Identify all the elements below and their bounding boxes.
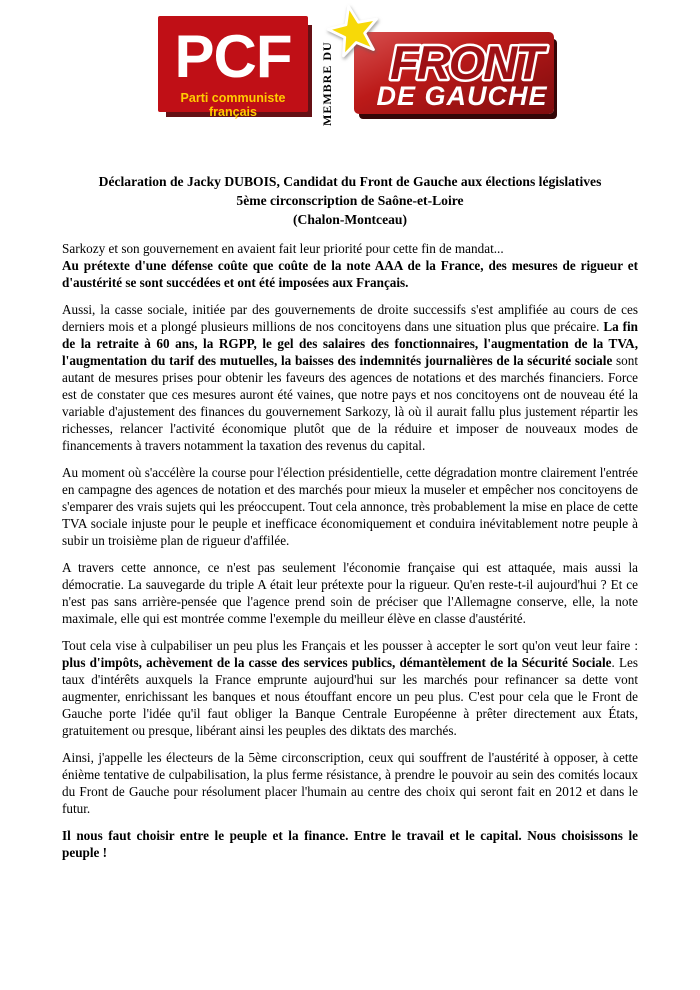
- document-title: [62, 172, 638, 229]
- front-de-gauche-logo: [354, 32, 554, 114]
- paragraph-appel: Ainsi, j'appelle les électeurs de la 5ème circonscription, ceux qui souffrent de l'austérité à opposer, à cette énième tentative de culpabilisation, la plus ferme résistance, à prendre le pouvoir au sein des comités locaux du Front de Gauche pour résolument placer l'humain au centre des choix qui seront fait en 2012 et dans le futur.: [62, 750, 638, 816]
- paragraph-casse-sociale: Aussi, la casse sociale, initiée par des gouvernements de droite successifs s'est amplifiée au cours de ces derniers mois et a plongé plusieurs millions de nos concitoyens dans une situation plus que précaire. La fin de la retraite à 60 ans, la RGPP, le gel des salaires des fonctionnaires, l'augmentation de la TVA, l'augmentation du tarif des mutuelles, la baisses des indemnités journalières de la sécurité sociale sont autant de mesures prises pour obtenir les faveurs des agences de notations et des marchés financiers. Force est de constater que ces mesures auront été vaines, que notre pays et nos concitoyens ont de nouveau été la variable d'ajustement des finances du gouvernement Sarkozy, là où il aurait fallu plus justement répartir les richesses, relancer l'activité économique plutôt que de la réduire et imposer de nouveaux modes de financements à travers notamment la taxation des revenus du capital.: [62, 302, 638, 453]
- paragraph-democratie: A travers cette annonce, ce n'est pas seulement l'économie française qui est attaquée, mais aussi la démocratie. La sauvegarde du triple A était leur prétexte pour la rigueur. Qu'en reste-t-il aujourd'hui ? Et ce n'est pas sans arrière-pensée que l'agence prend soin de préciser que l'Allemagne conserve, elle, la note maximale, elle qui est montrée comme l'exemple du meilleur élève en classe d'austérité.: [62, 560, 638, 626]
- paragraph-culpabiliser: Tout cela vise à culpabiliser un peu plus les Français et les pousser à accepter le sort qu'on veut leur faire : plus d'impôts, achèvement de la casse des services publics, démantèlement de la Sécurité Sociale. Les taux d'intérêts auxquels la France emprunte aujourd'hui sur les marchés pour refinancer sa dette vont augmenter, enrichissant les banques et nous étouffant encore un peu plus. C'est pour cela que le Front de Gauche porte l'idée qu'il faut obliger la Banque Centrale Européenne à prêter directement aux États, gratuitement ou presque, libérant ainsi les peuples des diktats des marchés.: [62, 638, 638, 738]
- fdg-front-label: FRONT: [390, 36, 542, 89]
- document-body: [62, 172, 638, 871]
- title-line-3: (Chalon-Montceau): [292, 212, 408, 227]
- front-de-gauche-logo-text: [354, 32, 554, 114]
- paragraph-intro: Sarkozy et son gouvernement en avaient fait leur priorité pour cette fin de mandat... Au prétexte d'une défense coûte que coûte de la note AAA de la France, des mesures de rigueur et d'austérité se sont succédées et ont été imposées aux Français.: [62, 241, 638, 290]
- star-icon: [326, 4, 382, 60]
- pcf-subtitle: Parti communiste français: [180, 91, 286, 119]
- paragraph-conclusion: Il nous faut choisir entre le peuple et la finance. Entre le travail et le capital. Nous choisissons le peuple !: [62, 828, 638, 860]
- pcf-logo: [158, 16, 308, 119]
- pcf-acronym: PCF: [174, 23, 292, 90]
- membre-du-label: MEMBRE DU: [320, 41, 334, 126]
- title-line-1: Déclaration de Jacky DUBOIS, Candidat du Front de Gauche aux élections législatives: [98, 174, 602, 189]
- title-line-2: 5ème circonscription de Saône-et-Loire: [236, 193, 464, 208]
- paragraph-presidentielle: Au moment où s'accélère la course pour l'élection présidentielle, cette dégradation montre clairement l'entrée en campagne des agences de notation et des marchés pour mieux la museler et empêcher nos concitoyens de s'emparer des vrais sujets qui les préoccupent. Tout cela annonce, très probablement la mise en place de cette TVA sociale injuste pour le peuple et inefficace économiquement et conduira inévitablement notre peuple à subir un troisième plan de rigueur d'affilée.: [62, 465, 638, 548]
- fdg-de-gauche-label: DE GAUCHE: [376, 81, 548, 111]
